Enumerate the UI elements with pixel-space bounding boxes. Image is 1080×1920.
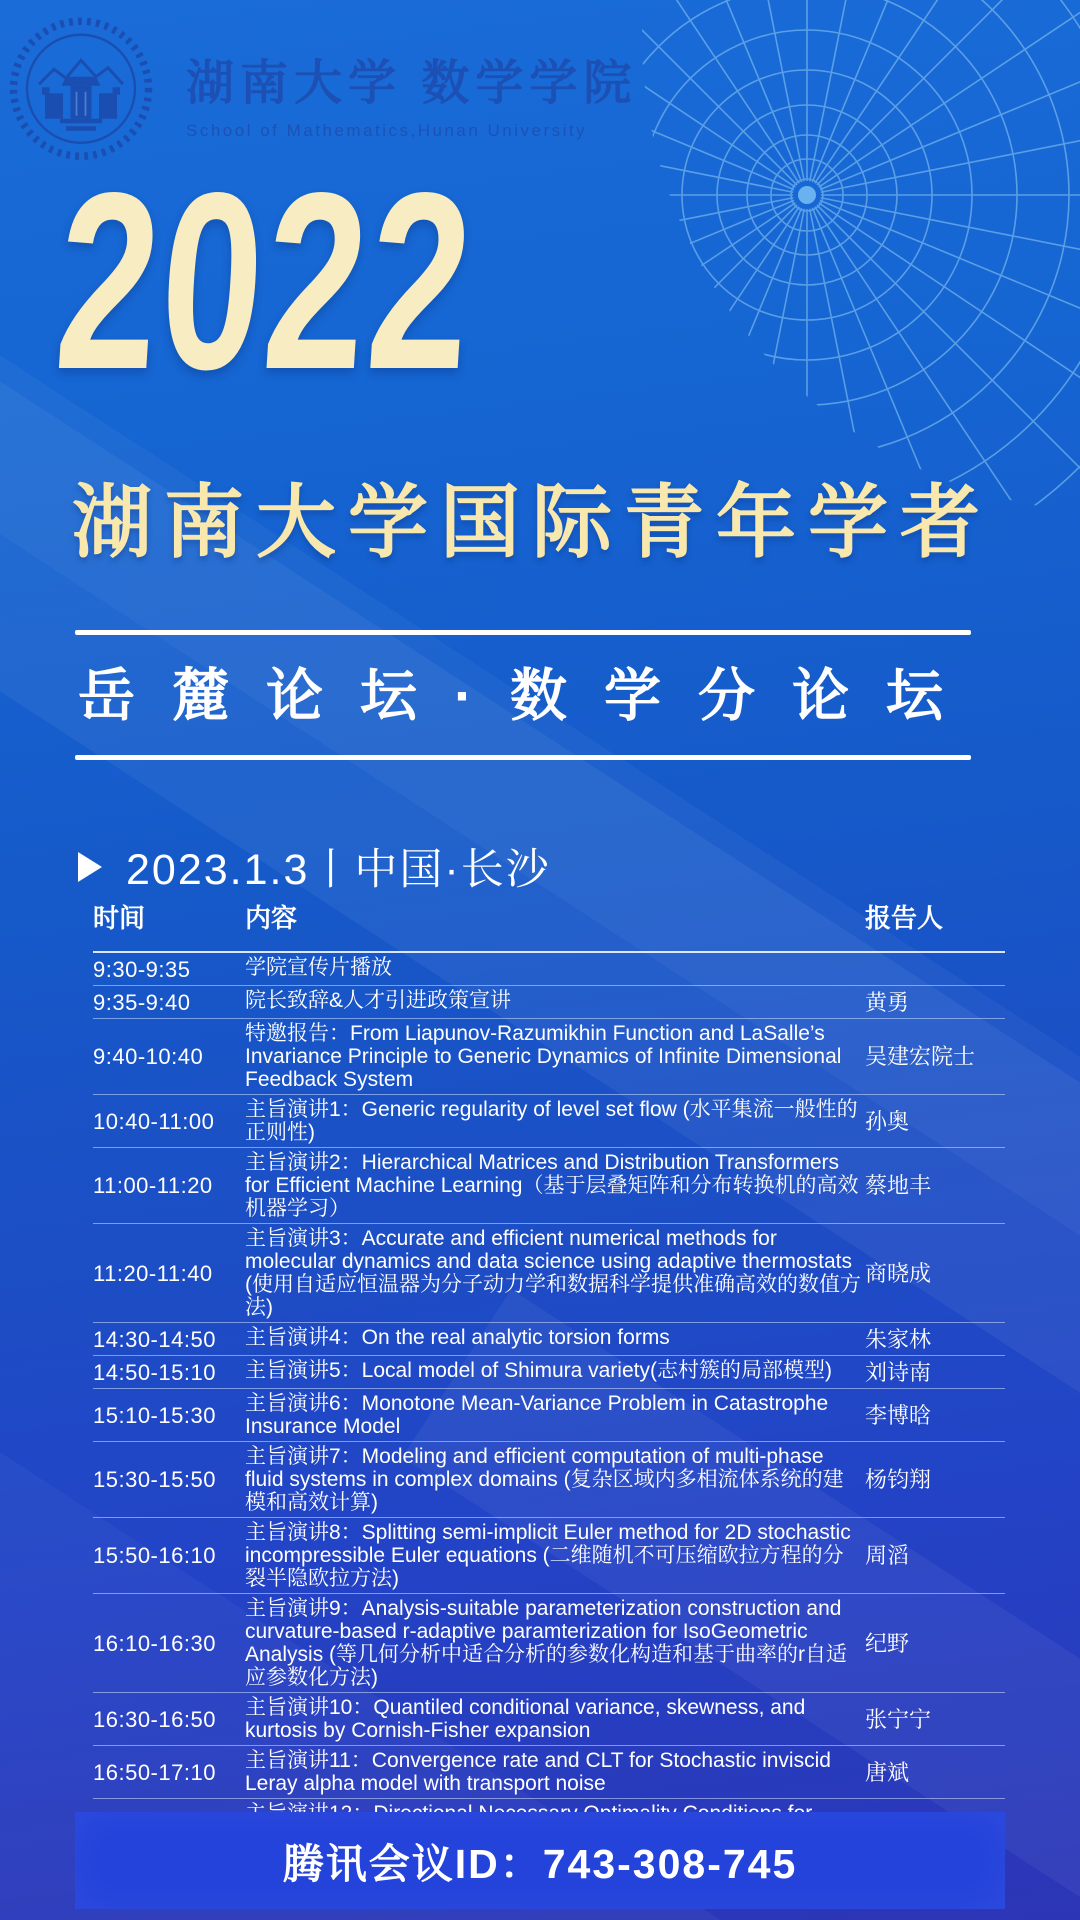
table-row <box>93 986 1005 1019</box>
row-speaker: 商晓成 <box>865 1260 932 1286</box>
divider-line <box>75 755 971 760</box>
date-location-line <box>78 836 551 897</box>
forum-subtitle: 岳麓论坛·数学分论坛 <box>78 664 980 728</box>
row-speaker: 唐斌 <box>865 1759 910 1785</box>
forum-title: 湖南大学国际青年学者 <box>72 478 992 567</box>
schedule-table <box>93 898 1005 1851</box>
row-time: 14:50-15:10 <box>93 1359 216 1385</box>
row-speaker: 朱家林 <box>865 1326 932 1352</box>
row-time: 9:40-10:40 <box>93 1044 204 1069</box>
meeting-id-text: 腾讯会议ID：743-308-745 <box>282 1841 798 1887</box>
schedule-header-row <box>93 898 1005 953</box>
play-triangle-icon <box>78 852 102 882</box>
date-location-text: 2023.1.3丨中国·长沙 <box>126 846 551 894</box>
row-content: 主旨演讲8：Splitting semi-implicit Euler method for 2D stochastic incompressible Euler equations (二维随机不可压缩欧拉方程的分裂半隐欧拉方法) <box>245 1521 851 1590</box>
row-time: 16:30-16:50 <box>93 1706 216 1732</box>
table-row <box>93 1095 1005 1148</box>
row-time: 14:30-14:50 <box>93 1326 216 1352</box>
row-content: 学院宣传片播放 <box>245 956 392 979</box>
row-time: 9:35-9:40 <box>93 989 191 1015</box>
school-name-cn: 湖南大学 数学学院 <box>186 57 638 110</box>
row-content: 院长致辞&人才引进政策宣讲 <box>245 989 512 1012</box>
table-row <box>93 953 1005 986</box>
year-headline: 2022 <box>49 141 483 422</box>
divider-line <box>75 630 971 635</box>
row-speaker: 李博晗 <box>865 1402 932 1428</box>
row-time: 16:50-17:10 <box>93 1759 216 1785</box>
table-row <box>93 1693 1005 1746</box>
row-speaker: 张宁宁 <box>865 1706 932 1732</box>
row-time: 15:50-16:10 <box>93 1543 216 1568</box>
table-row <box>93 1746 1005 1799</box>
column-header-content: 内容 <box>245 903 298 933</box>
row-time: 15:30-15:50 <box>93 1467 216 1492</box>
row-speaker <box>865 956 1005 982</box>
row-speaker: 吴建宏院士 <box>865 1044 976 1069</box>
table-row <box>93 1389 1005 1442</box>
row-time: 10:40-11:00 <box>93 1108 215 1134</box>
row-content: 主旨演讲5：Local model of Shimura variety(志村簇的局部模型) <box>245 1359 832 1382</box>
table-row <box>93 1323 1005 1356</box>
row-content: 特邀报告：From Liapunov-Razumikhin Function and LaSalle’s Invariance Principle to Generic Dynamics of Infinite Dimensional Feedback System <box>245 1022 842 1091</box>
row-time: 11:00-11:20 <box>93 1173 213 1198</box>
meeting-id-banner <box>75 1812 1005 1909</box>
row-content: 主旨演讲3：Accurate and efficient numerical methods for molecular dynamics and data science using adaptive thermostats (使用自适应恒温器为分子动力学和数据科学提供准确高效的数值方法) <box>245 1227 861 1319</box>
row-speaker: 杨钧翔 <box>865 1467 932 1492</box>
table-row <box>93 1356 1005 1389</box>
row-speaker: 纪野 <box>865 1630 910 1656</box>
row-speaker: 孙奥 <box>865 1108 910 1134</box>
row-content: 主旨演讲7：Modeling and efficient computation of multi-phase fluid systems in complex domains (复杂区域内多相流体系统的建模和高效计算) <box>245 1445 844 1514</box>
row-content: 主旨演讲11：Convergence rate and CLT for Stochastic inviscid Leray alpha model with transport noise <box>245 1749 831 1795</box>
column-header-time: 时间 <box>93 903 146 933</box>
schedule-body <box>93 953 1005 1851</box>
table-row <box>93 1594 1005 1693</box>
table-row <box>93 1148 1005 1224</box>
row-time: 16:10-16:30 <box>93 1630 216 1656</box>
row-content: 主旨演讲9：Analysis-suitable parameterization construction and curvature-based r-adaptive paramterization for IsoGeometric Analysis (等几何分析中适合分析的参数化构造和基于曲率的r自适应参数化方法) <box>245 1597 848 1689</box>
table-row <box>93 1224 1005 1323</box>
table-row <box>93 1518 1005 1594</box>
row-speaker: 黄勇 <box>865 989 910 1015</box>
table-row <box>93 1442 1005 1518</box>
row-content: 主旨演讲6：Monotone Mean-Variance Problem in Catastrophe Insurance Model <box>245 1392 829 1438</box>
row-time: 11:20-11:40 <box>93 1260 213 1286</box>
school-branding <box>186 44 637 141</box>
school-name-en: School of Mathematics,Hunan University <box>186 121 588 140</box>
column-header-speaker: 报告人 <box>865 903 944 933</box>
row-speaker: 刘诗南 <box>865 1359 932 1385</box>
row-time: 15:10-15:30 <box>93 1402 216 1428</box>
row-speaker: 周滔 <box>865 1543 910 1568</box>
table-row <box>93 1019 1005 1095</box>
row-content: 主旨演讲2：Hierarchical Matrices and Distribution Transformers for Efficient Machine Learning（基于层叠矩阵和分布转换机的高效机器学习） <box>245 1151 859 1220</box>
row-content: 主旨演讲10：Quantiled conditional variance, skewness, and kurtosis by Cornish-Fisher expansion <box>245 1696 806 1742</box>
row-content: 主旨演讲1：Generic regularity of level set flow (水平集流一般性的正则性) <box>245 1098 858 1144</box>
row-speaker: 蔡地丰 <box>865 1173 932 1198</box>
row-content: 主旨演讲4：On the real analytic torsion forms <box>245 1326 670 1349</box>
row-time: 9:30-9:35 <box>93 956 191 982</box>
